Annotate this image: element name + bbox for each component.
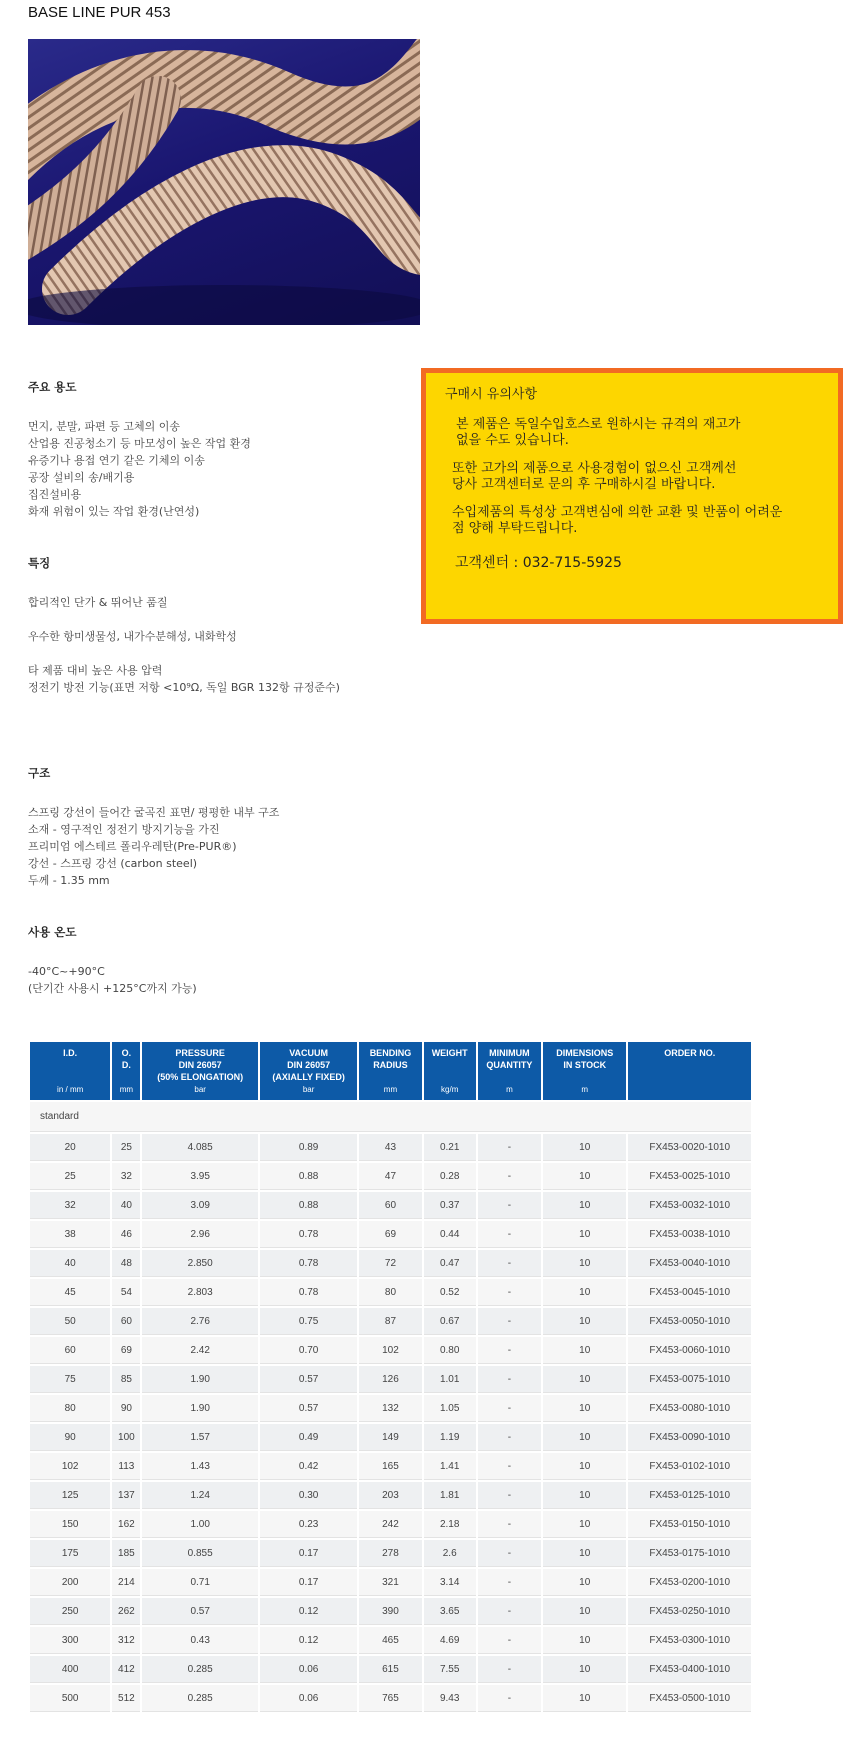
table-cell: - (478, 1482, 541, 1509)
table-cell: 0.42 (260, 1453, 357, 1480)
column-header-label: PRESSURE DIN 26057 (50% ELONGATION) (157, 1048, 244, 1082)
table-cell: 0.78 (260, 1279, 357, 1306)
table-cell: 0.47 (424, 1250, 476, 1277)
table-row (30, 1424, 751, 1451)
table-cell: 10 (543, 1540, 626, 1567)
column-unit: kg/m (441, 1085, 459, 1094)
uses-line: 집진설비용 (28, 488, 82, 501)
table-cell: 149 (359, 1424, 421, 1451)
table-row (30, 1598, 751, 1625)
table-cell: 10 (543, 1134, 626, 1161)
table-cell: 0.06 (260, 1685, 357, 1712)
table-cell: 0.78 (260, 1250, 357, 1277)
table-cell: 80 (30, 1395, 110, 1422)
table-cell: 262 (112, 1598, 140, 1625)
structure-line: 스프링 강선이 들어간 굴곡진 표면/ 평평한 내부 구조 (28, 806, 280, 819)
table-cell: 1.01 (424, 1366, 476, 1393)
table-cell: 3.09 (142, 1192, 257, 1219)
structure-line: 소재 - 영구적인 정전기 방지기능을 가진 (28, 823, 220, 836)
table-cell: - (478, 1221, 541, 1248)
table-cell: 102 (359, 1337, 421, 1364)
table-cell: 0.70 (260, 1337, 357, 1364)
column-unit: in / mm (57, 1085, 84, 1094)
table-row (30, 1279, 751, 1306)
column-unit: bar (194, 1085, 206, 1094)
table-cell: 0.21 (424, 1134, 476, 1161)
group-label: standard (30, 1102, 751, 1132)
customer-center-contact: 고객센터 : 032-715-5925 (455, 555, 622, 571)
table-cell: - (478, 1540, 541, 1567)
table-cell: FX453-0060-1010 (628, 1337, 751, 1364)
table-cell: 0.285 (142, 1685, 257, 1712)
features-line: 우수한 항미생물성, 내가수분해성, 내화학성 (28, 630, 237, 643)
table-cell: FX453-0025-1010 (628, 1163, 751, 1190)
table-cell: 2.42 (142, 1337, 257, 1364)
features-section (28, 555, 340, 696)
table-cell: FX453-0040-1010 (628, 1250, 751, 1277)
features-line: 정전기 방전 기능(표면 저항 <10⁹Ω, 독일 BGR 132항 규정준수) (28, 681, 340, 694)
table-cell: 69 (112, 1337, 140, 1364)
table-cell: 312 (112, 1627, 140, 1654)
table-cell: 10 (543, 1221, 626, 1248)
column-header-label: ORDER NO. (664, 1048, 716, 1058)
table-cell: 90 (30, 1424, 110, 1451)
table-cell: 400 (30, 1656, 110, 1683)
table-cell: 0.28 (424, 1163, 476, 1190)
table-cell: - (478, 1279, 541, 1306)
table-cell: 4.69 (424, 1627, 476, 1654)
table-cell: 0.88 (260, 1192, 357, 1219)
table-cell: 412 (112, 1656, 140, 1683)
table-cell: 102 (30, 1453, 110, 1480)
table-cell: 72 (359, 1250, 421, 1277)
table-cell: 0.06 (260, 1656, 357, 1683)
table-cell: 46 (112, 1221, 140, 1248)
table-cell: 132 (359, 1395, 421, 1422)
column-header-label: VACUUM DIN 26057 (AXIALLY FIXED) (272, 1048, 345, 1082)
table-cell: 10 (543, 1395, 626, 1422)
column-header-label: MINIMUM QUANTITY (486, 1048, 533, 1070)
table-cell: 20 (30, 1134, 110, 1161)
table-cell: 10 (543, 1308, 626, 1335)
temperature-line: -40°C~+90°C (28, 965, 105, 978)
table-row (30, 1511, 751, 1538)
table-cell: 0.78 (260, 1221, 357, 1248)
table-cell: 2.850 (142, 1250, 257, 1277)
table-cell: FX453-0080-1010 (628, 1395, 751, 1422)
table-cell: 0.57 (260, 1395, 357, 1422)
table-cell: 0.12 (260, 1627, 357, 1654)
table-cell: 0.37 (424, 1192, 476, 1219)
table-cell: 10 (543, 1366, 626, 1393)
spec-table (28, 1040, 753, 1714)
table-cell: 0.23 (260, 1511, 357, 1538)
table-cell: 0.80 (424, 1337, 476, 1364)
table-cell: 48 (112, 1250, 140, 1277)
table-cell: 1.57 (142, 1424, 257, 1451)
table-cell: FX453-0045-1010 (628, 1279, 751, 1306)
column-header-label: I.D. (63, 1048, 78, 1058)
table-cell: 60 (112, 1308, 140, 1335)
table-cell: FX453-0150-1010 (628, 1511, 751, 1538)
table-cell: - (478, 1569, 541, 1596)
table-cell: FX453-0038-1010 (628, 1221, 751, 1248)
column-unit: mm (119, 1085, 134, 1094)
structure-line: 강선 - 스프링 강선 (carbon steel) (28, 857, 198, 870)
table-cell: 40 (30, 1250, 110, 1277)
table-header-row (30, 1042, 751, 1100)
column-header-label: O. D. (121, 1048, 132, 1070)
column-header (543, 1042, 626, 1100)
table-cell: 10 (543, 1424, 626, 1451)
features-line: 타 제품 대비 높은 사용 압력 (28, 664, 163, 677)
table-cell: 4.085 (142, 1134, 257, 1161)
table-cell: - (478, 1395, 541, 1422)
temperature-heading: 사용 온도 (28, 925, 77, 939)
table-cell: - (478, 1308, 541, 1335)
table-cell: 10 (543, 1569, 626, 1596)
uses-line: 유증기나 용접 연기 같은 기체의 이송 (28, 454, 205, 467)
table-cell: - (478, 1656, 541, 1683)
table-cell: 0.43 (142, 1627, 257, 1654)
product-photo (28, 39, 420, 325)
table-cell: 47 (359, 1163, 421, 1190)
table-cell: FX453-0125-1010 (628, 1482, 751, 1509)
table-cell: 1.05 (424, 1395, 476, 1422)
table-cell: 321 (359, 1569, 421, 1596)
table-cell: 1.24 (142, 1482, 257, 1509)
table-cell: 54 (112, 1279, 140, 1306)
table-cell: 60 (30, 1337, 110, 1364)
table-cell: FX453-0075-1010 (628, 1366, 751, 1393)
table-cell: 10 (543, 1685, 626, 1712)
table-row (30, 1134, 751, 1161)
table-cell: 2.96 (142, 1221, 257, 1248)
table-cell: 162 (112, 1511, 140, 1538)
table-cell: 615 (359, 1656, 421, 1683)
table-cell: 0.89 (260, 1134, 357, 1161)
table-cell: 10 (543, 1163, 626, 1190)
table-cell: 10 (543, 1453, 626, 1480)
table-cell: 1.00 (142, 1511, 257, 1538)
table-cell: 100 (112, 1424, 140, 1451)
features-line: 합리적인 단가 & 뛰어난 품질 (28, 596, 168, 609)
table-cell: 0.30 (260, 1482, 357, 1509)
column-header-label: WEIGHT (431, 1048, 468, 1058)
uses-line: 산업용 진공청소기 등 마모성이 높은 작업 환경 (28, 437, 251, 450)
table-row (30, 1685, 751, 1712)
table-cell: 10 (543, 1192, 626, 1219)
table-cell: 1.19 (424, 1424, 476, 1451)
table-cell: 2.803 (142, 1279, 257, 1306)
temperature-line: (단기간 사용시 +125°C까지 가능) (28, 982, 197, 995)
table-row (30, 1221, 751, 1248)
table-row (30, 1337, 751, 1364)
table-cell: - (478, 1192, 541, 1219)
table-row (30, 1366, 751, 1393)
table-cell: 203 (359, 1482, 421, 1509)
table-cell: 165 (359, 1453, 421, 1480)
table-cell: 32 (30, 1192, 110, 1219)
table-cell: 10 (543, 1511, 626, 1538)
table-cell: 500 (30, 1685, 110, 1712)
table-cell: 10 (543, 1656, 626, 1683)
table-row (30, 1163, 751, 1190)
table-cell: 0.17 (260, 1569, 357, 1596)
table-group-row (30, 1102, 751, 1132)
table-row (30, 1569, 751, 1596)
uses-line: 공장 설비의 송/배기용 (28, 471, 135, 484)
table-cell: 10 (543, 1279, 626, 1306)
table-cell: 3.95 (142, 1163, 257, 1190)
page-title: BASE LINE PUR 453 (28, 4, 171, 21)
table-cell: 25 (30, 1163, 110, 1190)
features-heading: 특징 (28, 556, 51, 570)
table-cell: 2.18 (424, 1511, 476, 1538)
column-header (30, 1042, 110, 1100)
table-cell: 0.57 (260, 1366, 357, 1393)
table-cell: 50 (30, 1308, 110, 1335)
structure-heading: 구조 (28, 766, 51, 780)
table-cell: - (478, 1337, 541, 1364)
table-row (30, 1453, 751, 1480)
table-cell: 0.52 (424, 1279, 476, 1306)
table-cell: 465 (359, 1627, 421, 1654)
table-row (30, 1395, 751, 1422)
column-header (112, 1042, 140, 1100)
column-header (359, 1042, 421, 1100)
structure-section (28, 765, 279, 889)
table-cell: 1.90 (142, 1366, 257, 1393)
table-cell: 75 (30, 1366, 110, 1393)
table-cell: 10 (543, 1598, 626, 1625)
table-cell: 90 (112, 1395, 140, 1422)
table-cell: - (478, 1366, 541, 1393)
table-cell: 7.55 (424, 1656, 476, 1683)
column-unit: m (506, 1085, 513, 1094)
table-cell: 137 (112, 1482, 140, 1509)
table-cell: 9.43 (424, 1685, 476, 1712)
table-cell: 0.71 (142, 1569, 257, 1596)
table-cell: 43 (359, 1134, 421, 1161)
table-cell: FX453-0175-1010 (628, 1540, 751, 1567)
table-row (30, 1482, 751, 1509)
uses-heading: 주요 용도 (28, 380, 77, 394)
table-cell: FX453-0032-1010 (628, 1192, 751, 1219)
table-cell: 0.49 (260, 1424, 357, 1451)
uses-line: 화재 위험이 있는 작업 환경(난연성) (28, 505, 200, 518)
table-cell: 10 (543, 1250, 626, 1277)
table-cell: - (478, 1453, 541, 1480)
column-unit: bar (302, 1085, 315, 1094)
table-cell: 60 (359, 1192, 421, 1219)
table-row (30, 1656, 751, 1683)
table-cell: 0.57 (142, 1598, 257, 1625)
table-cell: 185 (112, 1540, 140, 1567)
column-header (142, 1042, 257, 1100)
table-cell: - (478, 1627, 541, 1654)
table-cell: 765 (359, 1685, 421, 1712)
table-cell: FX453-0200-1010 (628, 1569, 751, 1596)
table-cell: 0.75 (260, 1308, 357, 1335)
column-header (260, 1042, 357, 1100)
table-cell: 0.17 (260, 1540, 357, 1567)
table-cell: 80 (359, 1279, 421, 1306)
table-cell: 38 (30, 1221, 110, 1248)
structure-line: 프리미엄 에스테르 폴리우레탄(Pre-PUR®) (28, 840, 237, 853)
column-unit: m (581, 1085, 589, 1094)
table-cell: 85 (112, 1366, 140, 1393)
table-cell: 3.14 (424, 1569, 476, 1596)
table-cell: 1.43 (142, 1453, 257, 1480)
uses-section (28, 379, 251, 520)
table-cell: 2.76 (142, 1308, 257, 1335)
table-cell: 300 (30, 1627, 110, 1654)
table-cell: 10 (543, 1337, 626, 1364)
table-cell: FX453-0500-1010 (628, 1685, 751, 1712)
table-cell: 1.81 (424, 1482, 476, 1509)
table-cell: 0.855 (142, 1540, 257, 1567)
table-cell: 40 (112, 1192, 140, 1219)
column-header (478, 1042, 541, 1100)
table-cell: FX453-0250-1010 (628, 1598, 751, 1625)
table-row (30, 1308, 751, 1335)
table-cell: 113 (112, 1453, 140, 1480)
table-cell: - (478, 1250, 541, 1277)
table-cell: FX453-0400-1010 (628, 1656, 751, 1683)
table-cell: 2.6 (424, 1540, 476, 1567)
notice-paragraph: 수입제품의 특성상 고객변심에 의한 교환 및 반품이 어려운 점 양해 부탁드립니다. (452, 505, 783, 536)
column-header (628, 1042, 751, 1100)
table-row (30, 1540, 751, 1567)
table-cell: 200 (30, 1569, 110, 1596)
table-cell: 278 (359, 1540, 421, 1567)
table-cell: 3.65 (424, 1598, 476, 1625)
column-header-label: BENDING RADIUS (369, 1048, 412, 1070)
table-cell: 0.285 (142, 1656, 257, 1683)
table-cell: 242 (359, 1511, 421, 1538)
table-row (30, 1250, 751, 1277)
table-cell: 45 (30, 1279, 110, 1306)
table-cell: - (478, 1163, 541, 1190)
table-cell: FX453-0050-1010 (628, 1308, 751, 1335)
table-cell: - (478, 1685, 541, 1712)
table-cell: 175 (30, 1540, 110, 1567)
table-cell: 1.41 (424, 1453, 476, 1480)
table-cell: 25 (112, 1134, 140, 1161)
table-cell: FX453-0090-1010 (628, 1424, 751, 1451)
uses-line: 먼지, 분말, 파편 등 고체의 이송 (28, 420, 180, 433)
table-cell: 0.67 (424, 1308, 476, 1335)
notice-paragraph: 본 제품은 독일수입호스로 원하시는 규격의 재고가 없을 수도 있습니다. (456, 417, 741, 448)
structure-line: 두께 - 1.35 mm (28, 874, 110, 887)
table-cell: 10 (543, 1627, 626, 1654)
column-header-label: DIMENSIONS IN STOCK (556, 1048, 614, 1070)
purchase-notice-box (421, 368, 843, 624)
table-cell: 69 (359, 1221, 421, 1248)
column-unit: mm (383, 1085, 398, 1094)
table-cell: 32 (112, 1163, 140, 1190)
table-cell: 126 (359, 1366, 421, 1393)
table-cell: 87 (359, 1308, 421, 1335)
table-cell: 0.88 (260, 1163, 357, 1190)
table-cell: 0.12 (260, 1598, 357, 1625)
table-cell: - (478, 1134, 541, 1161)
table-cell: FX453-0300-1010 (628, 1627, 751, 1654)
table-cell: 0.44 (424, 1221, 476, 1248)
notice-paragraph: 또한 고가의 제품으로 사용경험이 없으신 고객께선 당사 고객센터로 문의 후 구매하시길 바랍니다. (452, 461, 737, 492)
table-row (30, 1192, 751, 1219)
table-cell: - (478, 1511, 541, 1538)
table-cell: 390 (359, 1598, 421, 1625)
table-cell: 512 (112, 1685, 140, 1712)
table-cell: - (478, 1424, 541, 1451)
notice-title: 구매시 유의사항 (445, 387, 538, 402)
temperature-section (28, 924, 197, 997)
table-cell: 10 (543, 1482, 626, 1509)
table-cell: - (478, 1598, 541, 1625)
table-cell: 250 (30, 1598, 110, 1625)
table-cell: FX453-0102-1010 (628, 1453, 751, 1480)
table-cell: 214 (112, 1569, 140, 1596)
table-cell: 125 (30, 1482, 110, 1509)
table-row (30, 1627, 751, 1654)
table-cell: 150 (30, 1511, 110, 1538)
table-cell: FX453-0020-1010 (628, 1134, 751, 1161)
table-cell: 1.90 (142, 1395, 257, 1422)
column-header (424, 1042, 476, 1100)
